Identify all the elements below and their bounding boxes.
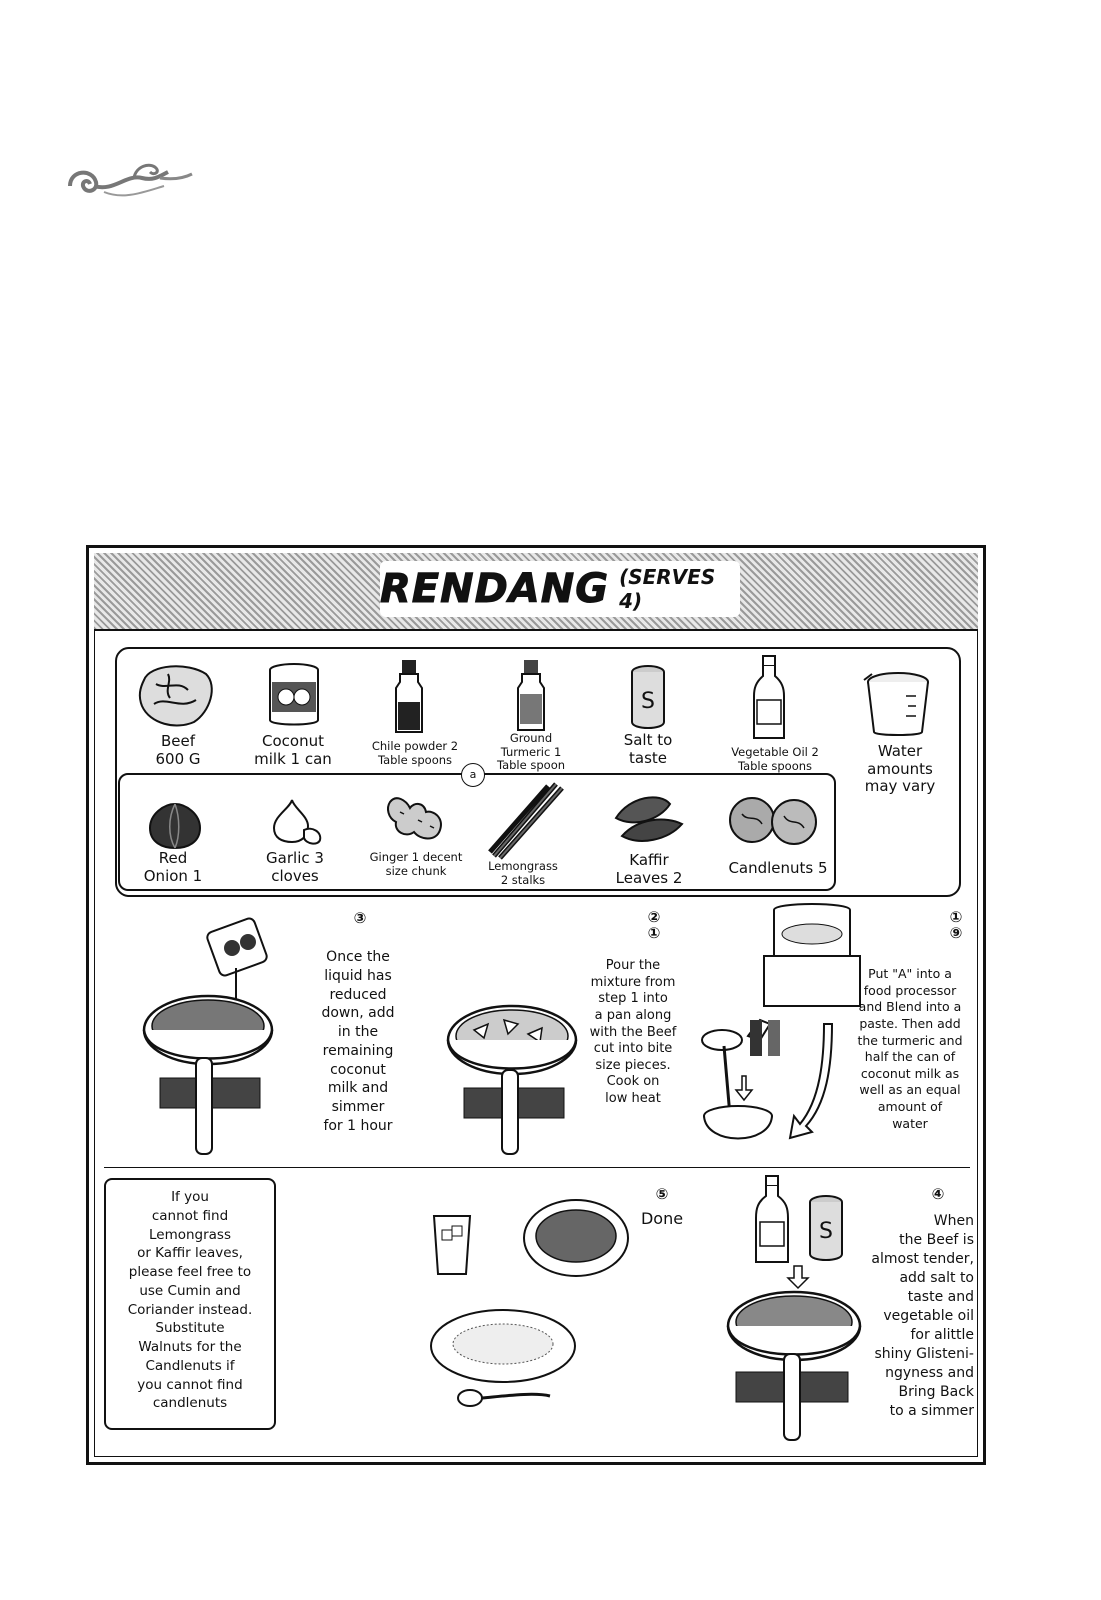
ingredient-candlenuts-label: Candlenuts 5 (728, 859, 828, 877)
ingredient-salt-label: Salt to taste (623, 731, 673, 767)
garlic-icon (268, 796, 324, 846)
flourish-ornament (64, 156, 194, 204)
measuring-cup-icon (862, 670, 934, 738)
arrow-icon (790, 1020, 840, 1140)
step1-number: ① ⑨ (949, 908, 963, 942)
candlenuts-icon (728, 792, 820, 850)
food-processor-icon (762, 900, 862, 1010)
frying-pan-icon (722, 1266, 862, 1444)
step1-text: Put "A" into a food processor and Blend into a paste. Then add the turmeric and half the can of coconut milk as well as an equal amount of water (857, 966, 963, 1131)
oil-bottle-icon (752, 654, 786, 742)
tip-text: If you cannot find Lemongrass or Kaffir leaves, please feel free to use Cumin and Coriander instead. Substitute Walnuts for the Candlenuts if you cannot find candlenuts (127, 1189, 253, 1412)
step3-number: ③ (353, 909, 367, 927)
lemongrass-icon (486, 780, 566, 860)
section-divider (104, 1167, 970, 1168)
ingredient-coconut-milk-label: Coconut milk 1 can (254, 732, 332, 768)
frying-pan-icon (140, 908, 300, 1160)
salt-shaker-icon (630, 664, 666, 730)
beef-icon (136, 660, 218, 730)
frying-pan-icon (444, 990, 594, 1158)
ingredient-kaffir-leaves-label: Kaffir Leaves 2 (615, 851, 683, 887)
group-a-marker: a (461, 763, 485, 787)
ingredient-lemongrass-label: Lemongrass 2 stalks (488, 859, 558, 887)
ingredient-red-onion-label: Red Onion 1 (143, 849, 203, 885)
ingredient-garlic-label: Garlic 3 cloves (266, 849, 324, 885)
recipe-title-text: RENDANG (380, 566, 610, 612)
coconut-can-icon (266, 662, 322, 728)
ingredient-chile-powder-label: Chile powder 2 Table spoons (371, 739, 459, 767)
step4-number: ④ (931, 1185, 945, 1203)
onion-icon (146, 800, 204, 850)
turmeric-bottle-icon (516, 658, 546, 734)
step5-number: ⑤ (655, 1185, 669, 1203)
ingredient-turmeric-label: Ground Turmeric 1 Table spoon (496, 731, 566, 773)
oil-bottle-icon (754, 1174, 790, 1266)
ingredient-ginger-label: Ginger 1 decent size chunk (369, 850, 463, 878)
recipe-serves: (SERVES 4) (619, 565, 716, 613)
drink-glass-icon (432, 1212, 472, 1278)
ingredient-water-label: Water amounts may vary (864, 742, 936, 796)
svg-text:S: S (819, 1219, 833, 1244)
kaffir-leaves-icon (612, 788, 686, 846)
step2-text: Pour the mixture from step 1 into a pan along with the Beef cut into bite size pieces. Cook on low heat (589, 958, 677, 1106)
ginger-icon (384, 792, 448, 846)
rice-plate-icon (428, 1306, 578, 1386)
step5-text: Done (640, 1209, 684, 1228)
step2-number: ② ① (647, 908, 661, 942)
ingredient-beef-label: Beef 600 G (155, 732, 201, 768)
rendang-plate-icon (522, 1196, 630, 1280)
step3-text: Once the liquid has reduced down, add in the remaining coconut milk and simmer for 1 hour (321, 949, 395, 1134)
spoon-icon (454, 1386, 554, 1410)
chile-bottle-icon (394, 658, 424, 736)
salt-shaker-icon (808, 1194, 844, 1262)
ingredient-vegetable-oil-label: Vegetable Oil 2 Table spoons (731, 745, 819, 773)
recipe-title (380, 561, 740, 617)
svg-text:S: S (641, 689, 655, 714)
step4-text: When the Beef is almost tender, add salt to taste and vegetable oil for alittle shiny Glisteni- ngyness and Bring Back to a simmer (871, 1213, 974, 1420)
